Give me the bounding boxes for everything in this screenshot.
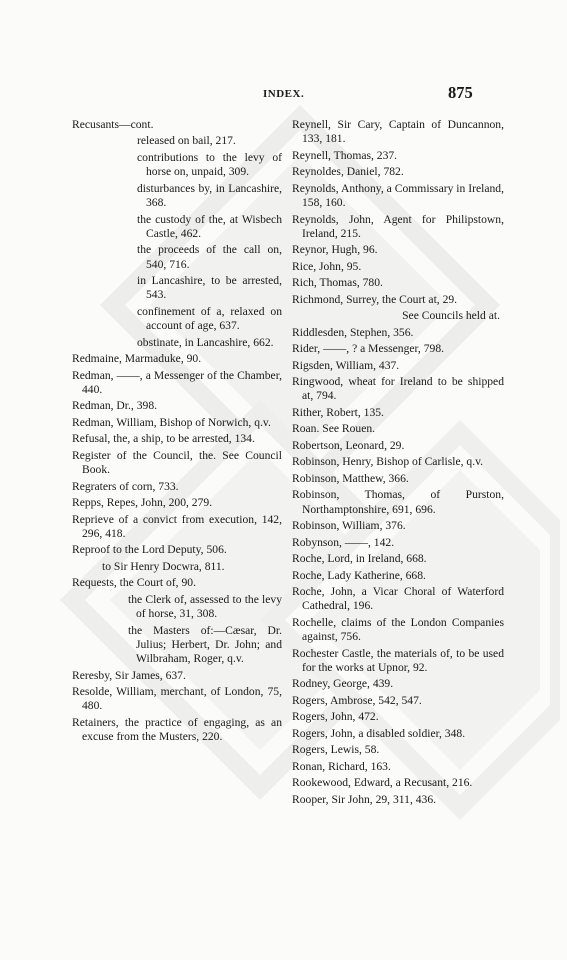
index-entry: Ronan, Richard, 163. xyxy=(292,759,391,773)
index-subentry: confinement of a, relaxed on account of age, 637. xyxy=(137,304,282,333)
index-entry: Robinson, Henry, Bishop of Carlisle, q.v. xyxy=(292,455,484,469)
index-entry: Reynell, Sir Cary, Captain of Duncannon, 133, 181. xyxy=(292,118,504,146)
index-subentry: the proceeds of the call on, 540, 716. xyxy=(137,243,282,271)
index-entry: Riddlesden, Stephen, 356. xyxy=(292,325,414,339)
index-subentry: to Sir Henry Docwra, 811. xyxy=(102,559,225,573)
index-subentry: the custody of the, at Wisbech Castle, 462. xyxy=(137,212,282,240)
index-entry: Reynor, Hugh, 96. xyxy=(292,243,378,257)
index-entry: Robinson, Thomas, of Purston, Northamptonshire, 691, 696. xyxy=(292,488,504,516)
index-entry: Rookewood, Edward, a Recusant, 216. xyxy=(292,776,473,790)
index-subentry: the Masters of:—Cæsar, Dr. Julius; Herbert, Dr. John; and Wilbraham, Roger, q.v. xyxy=(128,623,282,666)
index-entry: Redman, ——, a Messenger of the Chamber, 440. xyxy=(72,368,282,396)
index-entry: Register of the Council, the. See Council Book. xyxy=(72,448,282,477)
index-entry: Rogers, Lewis, 58. xyxy=(292,743,380,757)
page-number: 875 xyxy=(448,83,473,102)
index-subentry: in Lancashire, to be arrested, 543. xyxy=(137,274,282,302)
index-entry: Rogers, John, a disabled soldier, 348. xyxy=(292,726,466,740)
index-entry: Rodney, George, 439. xyxy=(292,677,394,691)
index-entry: Recusants—cont. xyxy=(72,118,154,131)
index-subentry: released on bail, 217. xyxy=(137,134,236,148)
index-entry: Reynell, Thomas, 237. xyxy=(292,148,398,162)
index-entry: Roche, John, a Vicar Choral of Waterford Cathedral, 196. xyxy=(292,585,504,613)
index-entry: Robinson, William, 376. xyxy=(292,519,406,533)
index-entry: Rider, ——, ? a Messenger, 798. xyxy=(292,342,445,356)
index-entry: Robinson, Matthew, 366. xyxy=(292,471,409,485)
index-entry: Rogers, John, 472. xyxy=(292,710,379,724)
right-column xyxy=(292,118,504,809)
index-entry: Refusal, the, a ship, to be arrested, 134. xyxy=(72,432,255,446)
index-entry: Requests, the Court of, 90. xyxy=(72,576,196,590)
index-entry: Roche, Lady Katherine, 668. xyxy=(292,568,426,582)
page-header xyxy=(0,83,567,110)
index-entry: Roan. See Rouen. xyxy=(292,422,376,436)
index-entry: Reynolds, John, Agent for Philipstown, Ireland, 215. xyxy=(292,212,504,240)
page-title: INDEX. xyxy=(263,88,305,100)
index-subentry: disturbances by, in Lancashire, 368. xyxy=(137,181,282,210)
index-entry: Regraters of corn, 733. xyxy=(72,479,179,493)
index-entry: Ringwood, wheat for Ireland to be shipped at, 794. xyxy=(292,375,504,403)
index-entry: Richmond, Surrey, the Court at, 29. xyxy=(292,292,458,306)
index-entry: Retainers, the practice of engaging, as an excuse from the Musters, 220. xyxy=(72,715,282,744)
index-entry: Rigsden, William, 437. xyxy=(292,358,400,372)
left-column xyxy=(72,118,282,747)
index-entry: Reproof to the Lord Deputy, 506. xyxy=(72,543,227,557)
index-entry: Rice, John, 95. xyxy=(292,259,362,273)
index-subentry: contributions to the levy of horse on, unpaid, 309. xyxy=(137,150,282,179)
index-subentry: See Councils held at. xyxy=(402,309,500,323)
index-entry: Repps, Repes, John, 200, 279. xyxy=(72,496,213,510)
index-subentry: the Clerk of, assessed to the levy of horse, 31, 308. xyxy=(128,592,282,621)
index-entry: Redmaine, Marmaduke, 90. xyxy=(72,352,202,366)
index-entry: Rither, Robert, 135. xyxy=(292,405,384,419)
index-entry: Redman, Dr., 398. xyxy=(72,399,158,413)
index-entry: Roche, Lord, in Ireland, 668. xyxy=(292,552,427,566)
index-entry: Reynoldes, Daniel, 782. xyxy=(292,165,404,179)
index-entry: Reresby, Sir James, 637. xyxy=(72,668,186,682)
index-entry: Rooper, Sir John, 29, 311, 436. xyxy=(292,792,437,806)
index-entry: Robynson, ——, 142. xyxy=(292,535,395,549)
index-entry: Reynolds, Anthony, a Commissary in Ireland, 158, 160. xyxy=(292,181,504,210)
index-entry: Resolde, William, merchant, of London, 75, 480. xyxy=(72,685,282,713)
index-subentry: obstinate, in Lancashire, 662. xyxy=(137,335,274,349)
index-entry: Rochelle, claims of the London Companies against, 756. xyxy=(292,615,504,644)
index-entry: Rogers, Ambrose, 542, 547. xyxy=(292,693,422,707)
index-entry: Rochester Castle, the materials of, to be used for the works at Upnor, 92. xyxy=(292,646,504,674)
index-entry: Reprieve of a convict from execution, 142, 296, 418. xyxy=(72,512,282,540)
index-entry: Robertson, Leonard, 29. xyxy=(292,438,405,452)
index-entry: Rich, Thomas, 780. xyxy=(292,276,383,290)
index-entry: Redman, William, Bishop of Norwich, q.v. xyxy=(72,415,271,429)
